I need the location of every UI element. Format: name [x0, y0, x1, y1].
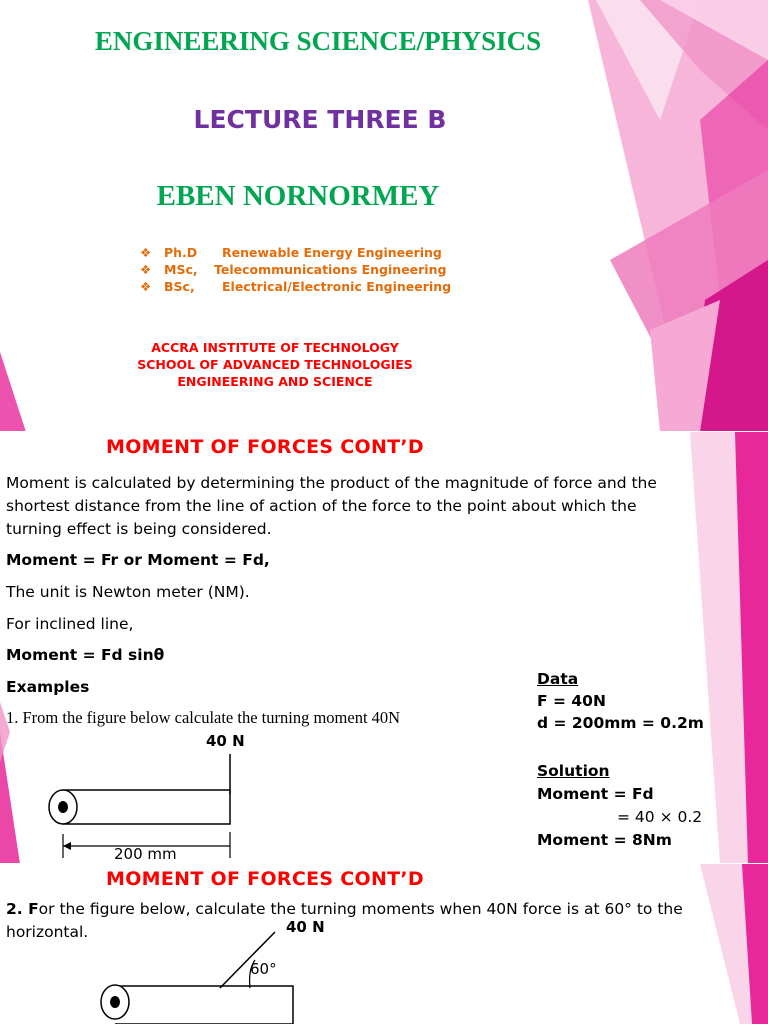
institution-block: ACCRA INSTITUTE OF TECHNOLOGY SCHOOL OF ADVANCED TECHNOLOGIES ENGINEERING AND SCIENCE [137, 340, 413, 389]
question-text: 2. For the figure below, calculate the turning moments when 40N force is at 60° to the horizontal. [6, 900, 683, 941]
inclined-text: For inclined line, [6, 615, 134, 633]
unit-text: The unit is Newton meter (NM). [6, 583, 250, 601]
slide-heading: MOMENT OF FORCES CONT’D [106, 868, 424, 890]
force-label: 40 N [286, 918, 325, 936]
example-question: 1. From the figure below calculate the turning moment 40N [6, 708, 401, 727]
distance-label: 200 mm [114, 845, 177, 863]
solution-block: Solution Moment = Fd = 40 × 0.2 Moment = 8Nm [537, 762, 703, 849]
force-label: 40 N [206, 732, 245, 750]
slide-heading: MOMENT OF FORCES CONT’D [106, 436, 424, 458]
diamond-bullet-icon: ❖ [140, 245, 152, 260]
lecturer-name: EBEN NORNORMEY [156, 180, 440, 212]
examples-heading: Examples [6, 678, 90, 696]
lecture-title: LECTURE THREE B [193, 105, 447, 134]
title-slide [0, 0, 768, 432]
qualification-item: ❖ Ph.D Renewable Energy Engineering [140, 245, 442, 260]
inclined-formula: Moment = Fd sinθ [6, 646, 165, 664]
qualification-item: ❖ MSc, Telecommunications Engineering [140, 262, 447, 277]
moment-formula: Moment = Fr or Moment = Fd, [6, 551, 270, 569]
qualifications-list [140, 244, 451, 295]
diamond-bullet-icon: ❖ [140, 279, 152, 294]
definition-paragraph: Moment is calculated by determining the product of the magnitude of force and the shortest distance from the line of action of the force to the point about which the turning effect is being considered. [6, 474, 657, 538]
qualification-item: ❖ BSc, Electrical/Electronic Engineering [140, 279, 452, 294]
data-block: Data F = 40N d = 200mm = 0.2m [537, 670, 704, 732]
moment-slide-2 [0, 864, 768, 1024]
angle-label: 60° [250, 960, 277, 978]
diamond-bullet-icon: ❖ [140, 262, 152, 277]
moment-slide [0, 432, 768, 864]
course-title: ENGINEERING SCIENCE/PHYSICS [94, 26, 542, 56]
